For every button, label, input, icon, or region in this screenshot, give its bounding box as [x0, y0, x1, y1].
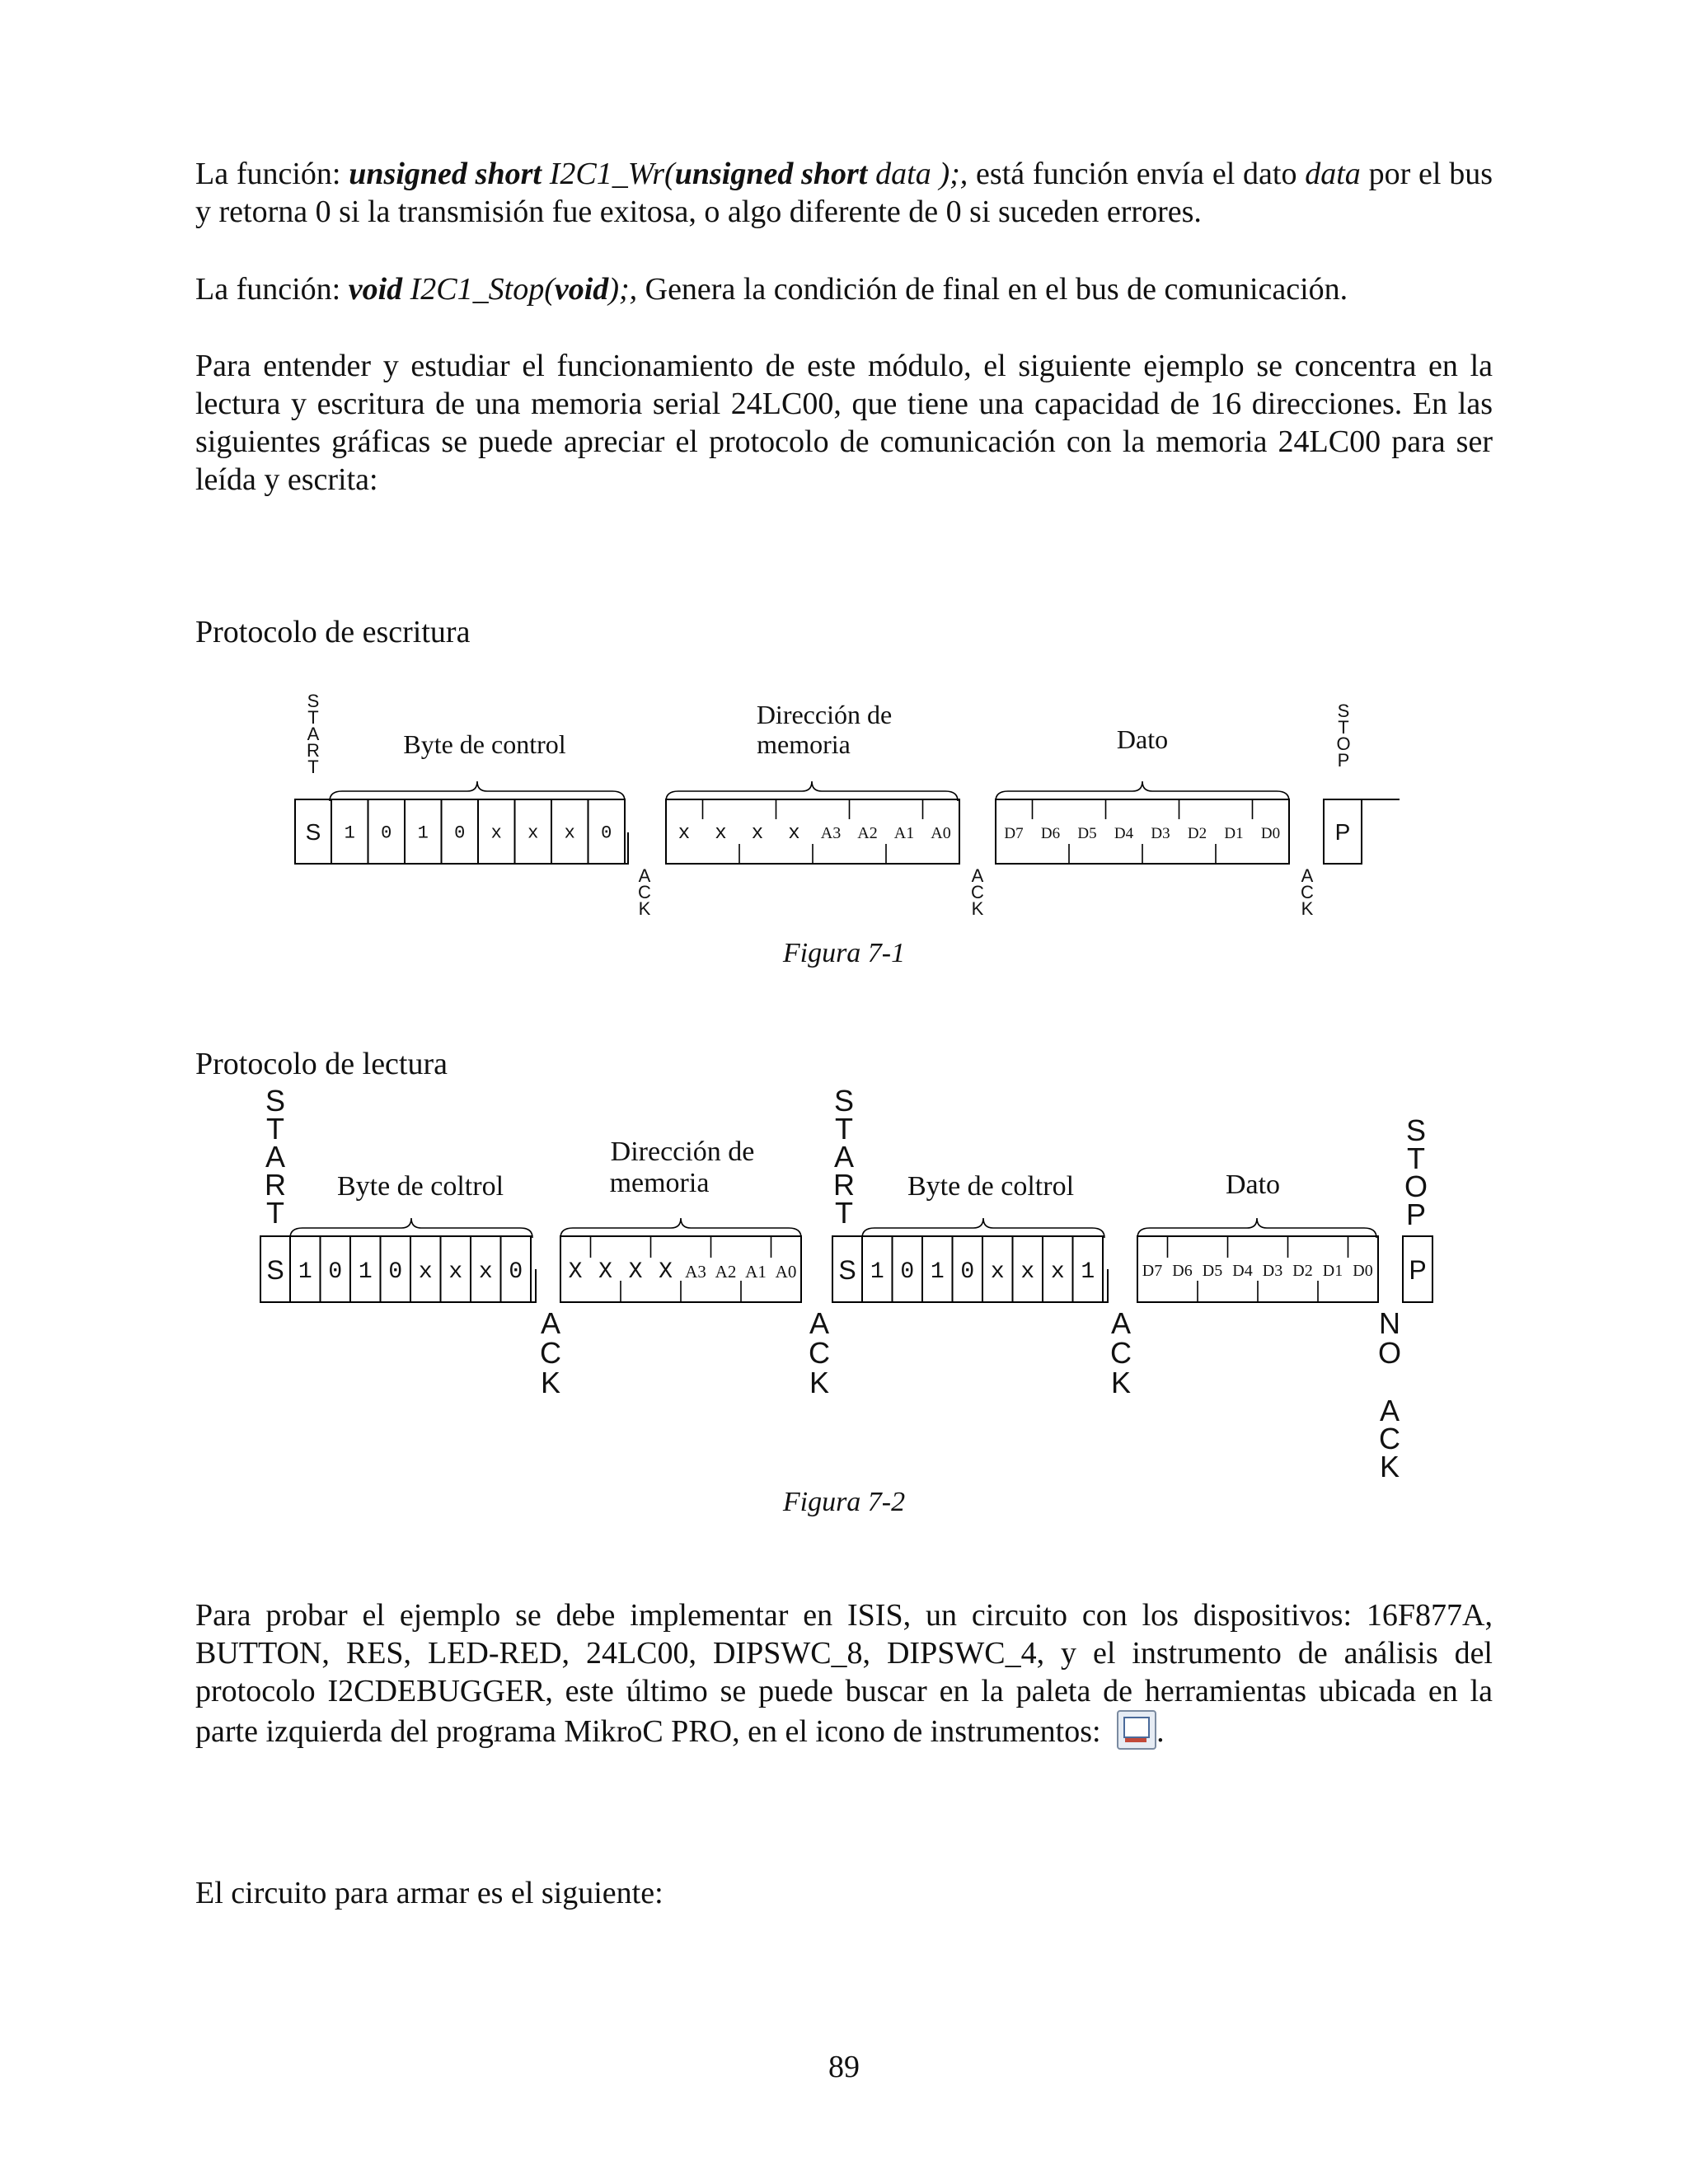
ack-label-1-letter: C	[638, 882, 651, 902]
start-label-1-letter: T	[266, 1112, 284, 1146]
control-read-bit: 0	[960, 1258, 975, 1285]
control-bit: 0	[454, 823, 466, 844]
heading-write-protocol: Protocolo de escritura	[195, 615, 471, 649]
no-ack-label-ack-letter: C	[1379, 1422, 1400, 1455]
ack-label-1-letter: K	[540, 1366, 561, 1399]
data-bit: D4	[1232, 1262, 1253, 1280]
data-bit: D3	[1151, 825, 1170, 842]
ack-label-2-letter: A	[971, 865, 984, 886]
write-protocol-diagram	[0, 684, 1688, 919]
start-symbol: S	[305, 819, 321, 845]
control-read-bit: 1	[1081, 1258, 1095, 1285]
ack-label-3-letter: K	[1301, 898, 1314, 919]
control-write-bit: 0	[509, 1258, 523, 1285]
start-label-letter: T	[307, 707, 319, 728]
start-label-2-letter: T	[835, 1112, 853, 1146]
start-label-2	[833, 1084, 855, 1230]
ack-label-2-letter: C	[971, 882, 984, 902]
address-bit: X	[659, 1259, 673, 1285]
read-protocol-diagram	[0, 1086, 1688, 1490]
control-write-bit: x	[478, 1258, 493, 1285]
start-label-letter: R	[307, 740, 320, 761]
address-label-2: memoria	[609, 1168, 710, 1198]
paragraph-isis-circuit: Para probar el ejemplo se debe implementar en ISIS, un circuito con los dispositivos: 16F877A, BUTTON, RES, LED-RED, 24LC00, DIPSWC_8, DIPSWC_4, y el instrumento de análisis del protocolo I2CDEBUGGER, este último se puede buscar en la paleta de herramientas ubicada en la parte izquierda del programa MikroC PRO, en el icono de instrumentos: .	[195, 1598, 1493, 1749]
figure-caption-7-2: Figura 7-2	[782, 1487, 906, 1517]
address-brace	[560, 1218, 801, 1238]
ack-label-3	[1110, 1306, 1132, 1399]
address-label: Dirección de	[756, 700, 893, 729]
control-brace-1	[290, 1218, 532, 1238]
start-label-1-letter: A	[265, 1140, 286, 1174]
control-read-bit: x	[1050, 1258, 1065, 1285]
stop-label-letter: T	[1407, 1141, 1425, 1175]
control-write-bit: 0	[388, 1258, 403, 1285]
address-bit: A1	[893, 824, 915, 842]
ack-label-2	[971, 865, 984, 919]
data-bit: D5	[1077, 825, 1097, 842]
address-bit: X	[598, 1259, 612, 1285]
data-bit: D3	[1262, 1262, 1283, 1280]
control-byte-label-1: Byte de coltrol	[336, 1171, 504, 1202]
data-bit: D0	[1353, 1262, 1373, 1280]
ack-label-3-letter: A	[1301, 865, 1314, 886]
address-bit: A3	[685, 1262, 706, 1282]
stop-label-letter: S	[1337, 701, 1350, 721]
stop-label	[1336, 701, 1350, 771]
stop-label-letter: O	[1404, 1169, 1428, 1203]
address-bit: x	[788, 823, 800, 845]
paragraph-circuit-intro: El circuito para armar es el siguiente:	[195, 1876, 663, 1910]
start-label	[307, 691, 320, 777]
data-bit: D6	[1040, 825, 1061, 842]
address-bit: A2	[715, 1262, 737, 1282]
instruments-icon	[1117, 1710, 1156, 1750]
stop-label-letter: S	[1405, 1113, 1427, 1147]
no-ack-label-ack-letter: A	[1379, 1394, 1400, 1427]
stop-symbol: P	[1409, 1255, 1427, 1285]
control-byte-label-2: Byte de coltrol	[907, 1171, 1075, 1202]
start-label-letter: T	[307, 757, 319, 777]
address-bit: x	[715, 823, 727, 845]
stop-label-letter: O	[1336, 733, 1351, 754]
address-bit: A2	[857, 824, 878, 842]
ack-label-3-letter: C	[1110, 1336, 1132, 1370]
no-ack-label-no-letter: O	[1377, 1336, 1402, 1370]
data-brace	[996, 781, 1289, 801]
control-write-bit: 1	[358, 1258, 373, 1285]
ack-label-1-letter: A	[638, 865, 651, 886]
control-bit: x	[490, 823, 502, 844]
ack-label-2-letter: K	[809, 1366, 830, 1399]
data-bit: D1	[1322, 1262, 1343, 1280]
control-brace-2	[862, 1218, 1104, 1238]
control-bit: 1	[344, 823, 355, 844]
control-brace	[330, 781, 625, 801]
figure-caption-7-1: Figura 7-1	[782, 938, 906, 968]
control-bit: 1	[417, 823, 429, 844]
data-label: Dato	[1116, 724, 1169, 754]
address-bit: X	[568, 1259, 583, 1285]
control-read-bit: 1	[930, 1258, 945, 1285]
start-label-2-letter: R	[833, 1168, 855, 1202]
data-bit: D7	[1004, 825, 1024, 842]
ack-label-3-letter: K	[1110, 1366, 1132, 1399]
address-brace	[666, 781, 958, 801]
no-ack-label-no-letter: N	[1379, 1306, 1400, 1340]
control-bit: x	[564, 823, 575, 844]
control-read-bit: 0	[900, 1258, 915, 1285]
figure-read-protocol	[0, 1086, 1688, 1490]
data-label: Dato	[1225, 1169, 1281, 1200]
control-read-bit: x	[1020, 1258, 1035, 1285]
ack-label-2-letter: A	[809, 1306, 830, 1340]
address-bit: X	[628, 1259, 643, 1285]
start-label-2-letter: S	[833, 1084, 855, 1118]
address-bit: A0	[775, 1262, 797, 1282]
ack-label-2	[809, 1306, 830, 1399]
figure-write-protocol	[0, 684, 1688, 919]
start-label-2-letter: A	[833, 1140, 855, 1174]
paragraph-i2c-stop-function: La función: void I2C1_Stop(void);, Genera la condición de final en el bus de comunicación.	[195, 272, 1348, 307]
data-bit: D0	[1260, 825, 1281, 842]
paragraph-example-intro: Para entender y estudiar el funcionamiento de este módulo, el siguiente ejemplo se concentra en la lectura y escritura de una memoria serial 24LC00, que tiene una capacidad de 16 direcciones. En las siguientes gráficas se puede apreciar el protocolo de comunicación con la memoria 24LC00 para ser leída y escrita:	[195, 349, 1493, 497]
start-label-1	[265, 1084, 286, 1230]
ack-label-3	[1301, 865, 1314, 919]
ack-label-2-letter: C	[809, 1336, 830, 1370]
data-bit: D4	[1114, 825, 1134, 842]
start-label-1-letter: S	[265, 1084, 286, 1118]
data-bit: D2	[1292, 1262, 1313, 1280]
data-bit: D7	[1142, 1262, 1163, 1280]
start-label-1-letter: T	[266, 1196, 284, 1230]
control-write-bit: x	[418, 1258, 433, 1285]
stop-label	[1404, 1113, 1428, 1231]
address-label-2: memoria	[757, 729, 851, 759]
address-bit: x	[678, 823, 691, 845]
control-bit: 0	[601, 823, 612, 844]
control-write-bit: 1	[298, 1258, 312, 1285]
stop-label-letter: T	[1338, 717, 1349, 738]
ack-label-1-letter: A	[540, 1306, 561, 1340]
address-bit: x	[751, 823, 764, 845]
control-byte-label: Byte de control	[403, 729, 566, 759]
control-read-bit: 1	[870, 1258, 884, 1285]
stop-label-letter: P	[1405, 1197, 1427, 1231]
paragraph-i2c-write-function: La función: unsigned short I2C1_Wr(unsigned short data );, está función envía el dato data por el bus y retorna 0 si la transmisión fue exitosa, o algo diferente de 0 si suceden errores.	[195, 157, 1493, 229]
start-label-letter: S	[307, 691, 320, 711]
stop-symbol: P	[1334, 819, 1351, 845]
ack-label-1-letter: C	[540, 1336, 561, 1370]
data-bit: D6	[1172, 1262, 1193, 1280]
control-read-bit: x	[990, 1258, 1005, 1285]
address-bit: A0	[931, 824, 951, 842]
no-ack-label-no	[1378, 1306, 1401, 1370]
ack-label-1	[540, 1306, 561, 1399]
address-bit: A3	[820, 824, 842, 842]
start-label-letter: A	[307, 724, 320, 744]
start-symbol-2: S	[838, 1255, 856, 1285]
ack-label-1-letter: K	[638, 898, 651, 919]
ack-label-3-letter: C	[1301, 882, 1314, 902]
data-brace	[1137, 1218, 1376, 1238]
data-bit: D1	[1224, 825, 1244, 842]
ack-label-3-letter: A	[1110, 1306, 1132, 1340]
address-bit: A1	[745, 1262, 767, 1282]
control-write-bit: x	[448, 1258, 463, 1285]
stop-label-letter: P	[1337, 750, 1350, 771]
address-label: Dirección de	[610, 1137, 755, 1167]
ack-label-2-letter: K	[971, 898, 984, 919]
page-number: 89	[828, 2050, 860, 2084]
start-label-1-letter: R	[265, 1168, 286, 1202]
control-bit: x	[528, 823, 539, 844]
start-label-2-letter: T	[835, 1196, 853, 1230]
no-ack-label-ack	[1379, 1394, 1400, 1483]
control-write-bit: 0	[328, 1258, 343, 1285]
start-symbol-1: S	[266, 1255, 284, 1285]
heading-read-protocol: Protocolo de lectura	[195, 1047, 448, 1081]
data-bit: D2	[1187, 825, 1207, 842]
control-bit: 0	[381, 823, 392, 844]
no-ack-label-ack-letter: K	[1379, 1450, 1400, 1483]
ack-label-1	[638, 865, 651, 919]
data-bit: D5	[1202, 1262, 1223, 1280]
